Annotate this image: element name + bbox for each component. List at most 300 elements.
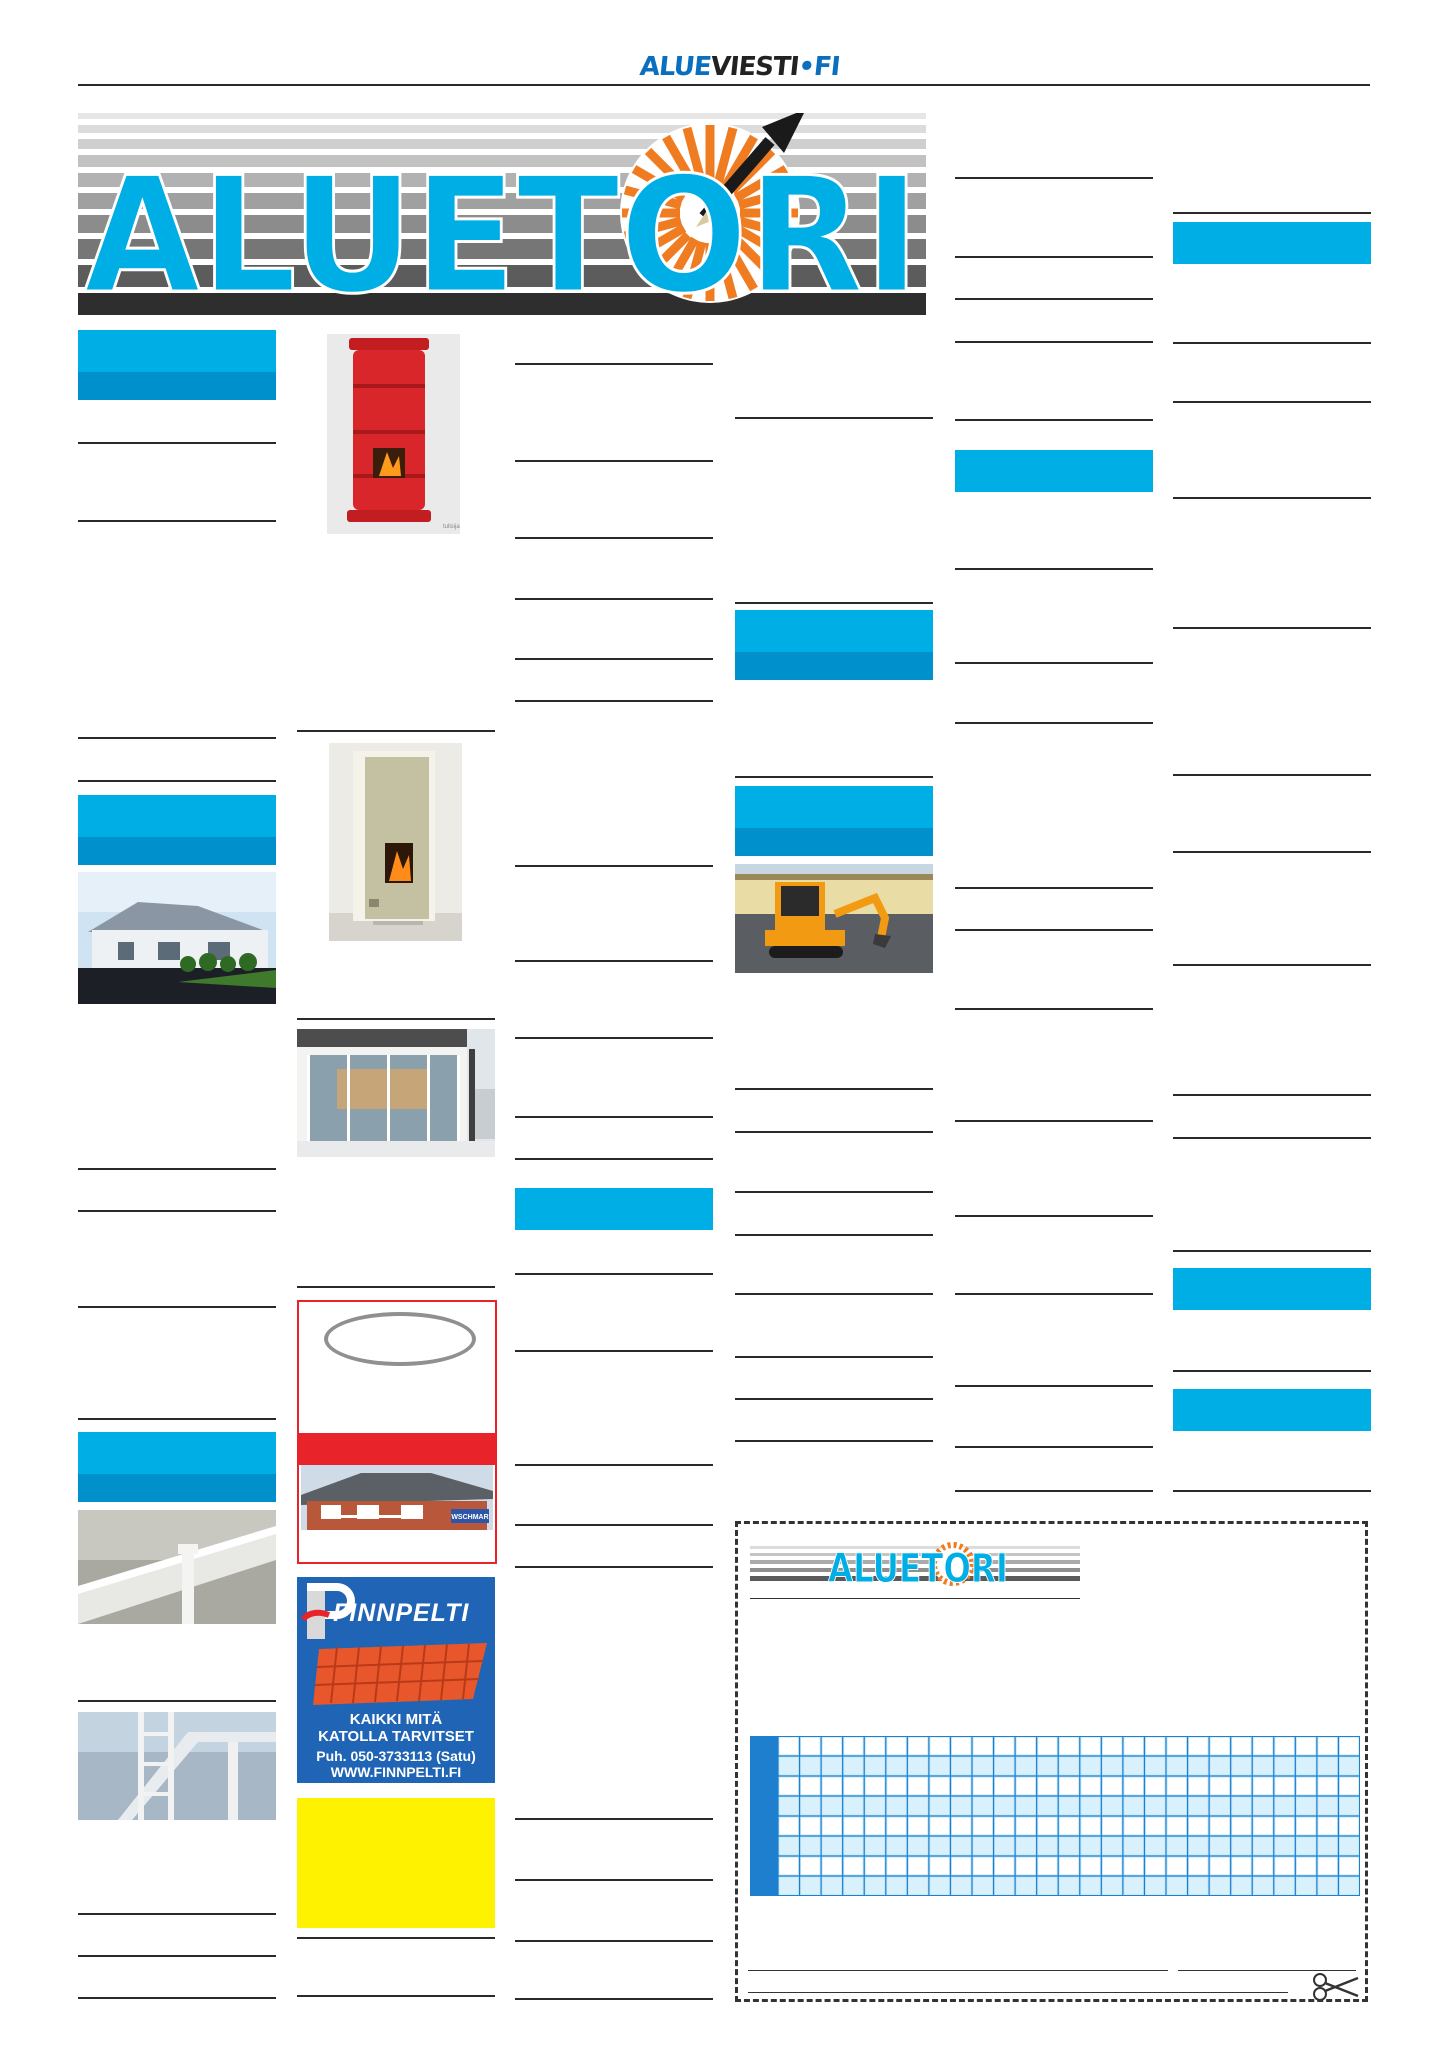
divider (735, 1440, 933, 1442)
coupon-grid-cell[interactable] (1146, 1778, 1165, 1795)
divider (735, 602, 933, 604)
finnpelti-website[interactable]: WWW.FINNPELTI.FI (330, 1764, 462, 1780)
coupon-grid-cell[interactable] (887, 1798, 906, 1815)
coupon-grid-cell[interactable] (1189, 1878, 1208, 1895)
coupon-signature-line[interactable] (748, 1992, 1288, 1993)
coupon-grid-cell[interactable] (866, 1778, 885, 1795)
coupon-grid-cell[interactable] (1232, 1818, 1251, 1835)
divider (1173, 627, 1371, 629)
coupon-grid-cell[interactable] (1081, 1738, 1100, 1755)
coupon-grid-cell[interactable] (1340, 1738, 1359, 1755)
coupon-grid-cell[interactable] (1340, 1838, 1359, 1855)
house-sign: WSCHMAR (451, 1514, 489, 1521)
coupon-grid-cell[interactable] (1297, 1798, 1316, 1815)
divider (515, 1879, 713, 1881)
divider (1173, 1137, 1371, 1139)
coupon-grid-cell[interactable] (1254, 1818, 1273, 1835)
coupon-grid-cell[interactable] (1017, 1758, 1036, 1775)
divider (955, 1120, 1153, 1122)
divider (1173, 401, 1371, 403)
coupon-grid-cell[interactable] (1318, 1798, 1337, 1815)
coupon-grid-cell[interactable] (844, 1838, 863, 1855)
coupon-grid-cell[interactable] (1275, 1778, 1294, 1795)
coupon-grid-cell[interactable] (887, 1738, 906, 1755)
coupon-grid-cell[interactable] (1232, 1878, 1251, 1895)
divider (297, 730, 495, 732)
coupon-grid-cell[interactable] (995, 1758, 1014, 1775)
coupon-grid-cell[interactable] (1254, 1758, 1273, 1775)
coupon-grid-cell[interactable] (780, 1858, 799, 1875)
coupon-grid-cell[interactable] (974, 1878, 993, 1895)
coupon-text-grid[interactable] (750, 1736, 1360, 1896)
gutter-photo (78, 1510, 276, 1624)
coupon-grid-cell[interactable] (823, 1838, 842, 1855)
coupon-grid-cell[interactable] (823, 1798, 842, 1815)
coupon-grid-cell[interactable] (1168, 1778, 1187, 1795)
coupon-grid-cell[interactable] (995, 1778, 1014, 1795)
coupon-grid-cell[interactable] (780, 1838, 799, 1855)
coupon-grid-cell[interactable] (1189, 1798, 1208, 1815)
red-stove-photo (327, 334, 460, 534)
coupon-grid-cell[interactable] (1168, 1758, 1187, 1775)
divider (955, 1215, 1153, 1217)
house-photo (78, 872, 276, 1004)
coupon-grid-cell[interactable] (1038, 1758, 1057, 1775)
coupon-grid-cell[interactable] (1060, 1758, 1079, 1775)
divider (1173, 212, 1371, 214)
coupon-grid-cell[interactable] (1017, 1838, 1036, 1855)
excavator-photo (735, 864, 933, 973)
classified-header (1173, 222, 1371, 264)
divider (1173, 342, 1371, 344)
coupon-grid-cell[interactable] (1038, 1878, 1057, 1895)
coupon-grid-cell[interactable] (780, 1798, 799, 1815)
coupon-grid-cell[interactable] (1146, 1838, 1165, 1855)
coupon-grid-cell[interactable] (844, 1778, 863, 1795)
coupon-grid-cell[interactable] (930, 1758, 949, 1775)
divider (78, 1210, 276, 1212)
coupon-grid-cell[interactable] (1124, 1838, 1143, 1855)
coupon-grid-cell[interactable] (1275, 1878, 1294, 1895)
order-coupon[interactable] (735, 1521, 1368, 2002)
divider (735, 1398, 933, 1400)
coupon-grid-cell[interactable] (887, 1878, 906, 1895)
coupon-grid-cell[interactable] (801, 1878, 820, 1895)
divider (297, 1018, 495, 1020)
coupon-grid-cell[interactable] (1060, 1778, 1079, 1795)
divider (735, 1293, 933, 1295)
coupon-grid-cell[interactable] (1318, 1738, 1337, 1755)
coupon-grid-cell[interactable] (780, 1878, 799, 1895)
coupon-grid-cell[interactable] (1211, 1798, 1230, 1815)
divider (1173, 1370, 1371, 1372)
coupon-grid-cell[interactable] (1146, 1758, 1165, 1775)
logo-part-fi: •FI (796, 52, 841, 82)
coupon-grid-cell[interactable] (1081, 1758, 1100, 1775)
coupon-grid-cell[interactable] (1254, 1878, 1273, 1895)
finnpelti-ad[interactable] (297, 1577, 495, 1783)
coupon-grid-cell[interactable] (1232, 1858, 1251, 1875)
divider (515, 700, 713, 702)
coupon-grid-cell[interactable] (1254, 1838, 1273, 1855)
coupon-grid-cell[interactable] (823, 1858, 842, 1875)
coupon-grid-cell[interactable] (952, 1858, 971, 1875)
coupon-grid-cell[interactable] (823, 1738, 842, 1755)
coupon-grid-cell[interactable] (1168, 1878, 1187, 1895)
divider (1173, 851, 1371, 853)
coupon-grid-cell[interactable] (1297, 1758, 1316, 1775)
coupon-grid-cell[interactable] (887, 1818, 906, 1835)
coupon-grid-cell[interactable] (1060, 1818, 1079, 1835)
coupon-grid-cell[interactable] (1124, 1878, 1143, 1895)
coupon-grid-cell[interactable] (1103, 1738, 1122, 1755)
coupon-grid-cell[interactable] (974, 1818, 993, 1835)
coupon-grid-cell[interactable] (866, 1878, 885, 1895)
coupon-grid-cell[interactable] (887, 1778, 906, 1795)
coupon-grid-cell[interactable] (1124, 1858, 1143, 1875)
coupon-grid-cell[interactable] (930, 1778, 949, 1795)
coupon-grid-cell[interactable] (909, 1878, 928, 1895)
coupon-grid-cell[interactable] (1124, 1758, 1143, 1775)
coupon-grid-cell[interactable] (1038, 1738, 1057, 1755)
coupon-grid-cell[interactable] (930, 1798, 949, 1815)
coupon-grid-cell[interactable] (844, 1738, 863, 1755)
coupon-grid-cell[interactable] (995, 1858, 1014, 1875)
coupon-grid-cell[interactable] (1211, 1818, 1230, 1835)
classified-header (735, 786, 933, 856)
coupon-grid-cell[interactable] (1017, 1738, 1036, 1755)
coupon-grid-cell[interactable] (909, 1858, 928, 1875)
coupon-grid-cell[interactable] (909, 1818, 928, 1835)
coupon-grid-cell[interactable] (1081, 1818, 1100, 1835)
coupon-grid-cell[interactable] (1146, 1878, 1165, 1895)
divider (78, 442, 276, 444)
coupon-grid-cell[interactable] (974, 1838, 993, 1855)
coupon-grid-cell[interactable] (1124, 1738, 1143, 1755)
divider (1173, 964, 1371, 966)
coupon-grid-cell[interactable] (974, 1798, 993, 1815)
coupon-grid-cell[interactable] (930, 1878, 949, 1895)
coupon-grid-cell[interactable] (1124, 1798, 1143, 1815)
coupon-logo (750, 1542, 1080, 1587)
photo-credit: tulisija (443, 524, 460, 530)
coupon-grid-cell[interactable] (1168, 1798, 1187, 1815)
coupon-grid-cell[interactable] (1060, 1858, 1079, 1875)
divider (515, 1158, 713, 1160)
coupon-grid-cell[interactable] (1103, 1778, 1122, 1795)
coupon-grid-cell[interactable] (1017, 1878, 1036, 1895)
coupon-grid-cell[interactable] (930, 1838, 949, 1855)
coupon-grid-cell[interactable] (1017, 1778, 1036, 1795)
coupon-grid-cell[interactable] (1275, 1758, 1294, 1775)
coupon-grid-cell[interactable] (1254, 1858, 1273, 1875)
coupon-grid-cell[interactable] (844, 1818, 863, 1835)
coupon-grid-cell[interactable] (1232, 1838, 1251, 1855)
divider (955, 341, 1153, 343)
coupon-grid-cell[interactable] (974, 1758, 993, 1775)
coupon-grid-cell[interactable] (823, 1878, 842, 1895)
coupon-grid-cell[interactable] (995, 1738, 1014, 1755)
divider (515, 1998, 713, 2000)
coupon-grid-cell[interactable] (823, 1778, 842, 1795)
aluetori-banner (78, 113, 926, 315)
coupon-grid-cell[interactable] (1146, 1858, 1165, 1875)
coupon-grid-cell[interactable] (909, 1778, 928, 1795)
coupon-grid-cell[interactable] (1038, 1858, 1057, 1875)
coupon-grid-cell[interactable] (1168, 1818, 1187, 1835)
coupon-grid-cell[interactable] (1211, 1858, 1230, 1875)
coupon-grid-cell[interactable] (1168, 1858, 1187, 1875)
divider (735, 1131, 933, 1133)
coupon-grid-cell[interactable] (887, 1838, 906, 1855)
coupon-grid-cell[interactable] (930, 1858, 949, 1875)
coupon-grid-cell[interactable] (952, 1778, 971, 1795)
coupon-grid-cell[interactable] (1340, 1818, 1359, 1835)
divider (78, 1997, 276, 1999)
coupon-grid-cell[interactable] (801, 1838, 820, 1855)
coupon-grid-cell[interactable] (1254, 1738, 1273, 1755)
coupon-grid-cell[interactable] (866, 1838, 885, 1855)
finnpelti-tagline-2: KATOLLA TARVITSET (318, 1728, 474, 1745)
coupon-grid-cell[interactable] (1340, 1798, 1359, 1815)
coupon-grid-cell[interactable] (1038, 1818, 1057, 1835)
coupon-grid-cell[interactable] (780, 1818, 799, 1835)
coupon-grid-cell[interactable] (995, 1838, 1014, 1855)
coupon-grid-cell[interactable] (866, 1858, 885, 1875)
coupon-grid-cell[interactable] (1232, 1758, 1251, 1775)
coupon-grid-cell[interactable] (1297, 1878, 1316, 1895)
divider (1173, 774, 1371, 776)
coupon-grid-cell[interactable] (1081, 1798, 1100, 1815)
coupon-grid-cell[interactable] (866, 1758, 885, 1775)
coupon-grid-cell[interactable] (1146, 1738, 1165, 1755)
coupon-grid-cell[interactable] (1189, 1858, 1208, 1875)
coupon-grid-cell[interactable] (1189, 1738, 1208, 1755)
roof-ladder-photo (78, 1712, 276, 1820)
coupon-grid-cell[interactable] (995, 1818, 1014, 1835)
coupon-grid-cell[interactable] (780, 1738, 799, 1755)
divider (735, 776, 933, 778)
coupon-grid-cell[interactable] (1189, 1758, 1208, 1775)
house-ad[interactable] (297, 1300, 497, 1564)
coupon-grid-cell[interactable] (1254, 1798, 1273, 1815)
coupon-grid-cell[interactable] (1275, 1798, 1294, 1815)
coupon-grid-cell[interactable] (1060, 1878, 1079, 1895)
coupon-grid-cell[interactable] (974, 1858, 993, 1875)
coupon-grid-cell[interactable] (1081, 1838, 1100, 1855)
coupon-grid-cell[interactable] (1340, 1858, 1359, 1875)
coupon-grid-cell[interactable] (823, 1818, 842, 1835)
coupon-grid-cell[interactable] (1297, 1858, 1316, 1875)
coupon-grid-cell[interactable] (1340, 1778, 1359, 1795)
coupon-grid-cell[interactable] (780, 1758, 799, 1775)
coupon-grid-cell[interactable] (1103, 1878, 1122, 1895)
coupon-grid-cell[interactable] (1232, 1778, 1251, 1795)
coupon-grid-cell[interactable] (866, 1818, 885, 1835)
coupon-grid-cell[interactable] (844, 1858, 863, 1875)
alueviesti-logo[interactable] (638, 52, 841, 82)
coupon-name-line[interactable] (748, 1970, 1168, 1971)
coupon-grid-cell[interactable] (1124, 1778, 1143, 1795)
coupon-grid-cell[interactable] (909, 1758, 928, 1775)
divider (515, 363, 713, 365)
classified-header (1173, 1389, 1371, 1431)
coupon-grid-cell[interactable] (952, 1818, 971, 1835)
divider (955, 298, 1153, 300)
coupon-grid-cell[interactable] (952, 1838, 971, 1855)
coupon-grid-cell[interactable] (1038, 1798, 1057, 1815)
coupon-grid-cell[interactable] (930, 1738, 949, 1755)
coupon-grid-cell[interactable] (1318, 1858, 1337, 1875)
logo-part-alue: ALUE (638, 52, 713, 82)
coupon-grid-cell[interactable] (1038, 1778, 1057, 1795)
coupon-grid-cell[interactable] (844, 1878, 863, 1895)
ad-red-band (299, 1433, 495, 1465)
coupon-grid-cell[interactable] (909, 1738, 928, 1755)
coupon-grid-cell[interactable] (1038, 1838, 1057, 1855)
coupon-grid-cell[interactable] (909, 1798, 928, 1815)
coupon-grid-cell[interactable] (1211, 1758, 1230, 1775)
coupon-grid-cell[interactable] (1318, 1758, 1337, 1775)
coupon-grid-cell[interactable] (780, 1778, 799, 1795)
coupon-grid-cell[interactable] (1189, 1778, 1208, 1795)
coupon-phone-line[interactable] (1178, 1970, 1356, 1971)
coupon-grid-cell[interactable] (1254, 1778, 1273, 1795)
divider (1173, 497, 1371, 499)
coupon-grid-cell[interactable] (1318, 1778, 1337, 1795)
divider (955, 662, 1153, 664)
coupon-grid-cell[interactable] (1340, 1758, 1359, 1775)
banner-title: ALUETORI (84, 142, 920, 315)
divider (297, 1995, 495, 1997)
classified-header (78, 795, 276, 865)
coupon-grid-cell[interactable] (1017, 1818, 1036, 1835)
divider (955, 1490, 1153, 1492)
coupon-grid-cell[interactable] (1146, 1798, 1165, 1815)
coupon-grid-cell[interactable] (952, 1798, 971, 1815)
divider (515, 1566, 713, 1568)
masthead-rule (78, 84, 1370, 86)
divider (515, 1818, 713, 1820)
coupon-grid-cell[interactable] (1232, 1798, 1251, 1815)
coupon-grid-cell[interactable] (1146, 1818, 1165, 1835)
coupon-grid-cell[interactable] (1168, 1738, 1187, 1755)
coupon-grid-cell[interactable] (1017, 1798, 1036, 1815)
divider (955, 1385, 1153, 1387)
divider (735, 1088, 933, 1090)
coupon-grid-cell[interactable] (1103, 1858, 1122, 1875)
coupon-grid-cell[interactable] (1103, 1798, 1122, 1815)
coupon-grid-cell[interactable] (1318, 1818, 1337, 1835)
coupon-grid-cell[interactable] (995, 1798, 1014, 1815)
coupon-grid-cell[interactable] (1211, 1778, 1230, 1795)
coupon-grid-cell[interactable] (801, 1738, 820, 1755)
coupon-grid-cell[interactable] (1103, 1758, 1122, 1775)
coupon-grid-cell[interactable] (801, 1858, 820, 1875)
coupon-grid-cell[interactable] (1297, 1778, 1316, 1795)
divider (955, 568, 1153, 570)
coupon-grid-cell[interactable] (1103, 1818, 1122, 1835)
divider (297, 1937, 495, 1939)
coupon-grid-cell[interactable] (1318, 1838, 1337, 1855)
coupon-grid-cell[interactable] (1211, 1878, 1230, 1895)
divider (515, 598, 713, 600)
coupon-grid-cell[interactable] (1168, 1838, 1187, 1855)
classified-header (955, 450, 1153, 492)
coupon-grid-cell[interactable] (1275, 1818, 1294, 1835)
divider (1173, 1490, 1371, 1492)
coupon-grid-cell[interactable] (887, 1858, 906, 1875)
coupon-grid-cell[interactable] (1275, 1838, 1294, 1855)
coupon-grid-cell[interactable] (866, 1738, 885, 1755)
coupon-grid-cell[interactable] (844, 1798, 863, 1815)
divider (78, 1418, 276, 1420)
divider (515, 1350, 713, 1352)
coupon-grid-cell[interactable] (1081, 1878, 1100, 1895)
coupon-grid-cell[interactable] (1060, 1838, 1079, 1855)
scissors-icon (1312, 1972, 1362, 2002)
divider (1173, 1094, 1371, 1096)
coupon-grid-cell[interactable] (801, 1818, 820, 1835)
banner-graphic (78, 113, 926, 315)
coupon-grid-cell[interactable] (1275, 1738, 1294, 1755)
coupon-grid-cell[interactable] (1081, 1778, 1100, 1795)
coupon-grid-cell[interactable] (1017, 1858, 1036, 1875)
coupon-grid-cell[interactable] (801, 1778, 820, 1795)
coupon-grid-cell[interactable] (1340, 1878, 1359, 1895)
coupon-grid-cell[interactable] (887, 1758, 906, 1775)
coupon-grid-cell[interactable] (1297, 1818, 1316, 1835)
coupon-grid-cell[interactable] (1060, 1738, 1079, 1755)
coupon-grid-cell[interactable] (1232, 1738, 1251, 1755)
coupon-grid-cell[interactable] (974, 1738, 993, 1755)
divider (955, 177, 1153, 179)
coupon-grid-cell[interactable] (1081, 1858, 1100, 1875)
coupon-grid-cell[interactable] (952, 1878, 971, 1895)
divider (955, 256, 1153, 258)
coupon-grid-cell[interactable] (801, 1758, 820, 1775)
coupon-grid-cell[interactable] (909, 1838, 928, 1855)
coupon-grid-cell[interactable] (1103, 1838, 1122, 1855)
coupon-grid-cell[interactable] (866, 1798, 885, 1815)
coupon-grid-cell[interactable] (1275, 1858, 1294, 1875)
coupon-grid-cell[interactable] (1318, 1878, 1337, 1895)
coupon-grid-cell[interactable] (1211, 1838, 1230, 1855)
coupon-grid-cell[interactable] (1124, 1818, 1143, 1835)
divider (78, 520, 276, 522)
finnpelti-brand: FINNPELTI (333, 1599, 470, 1627)
divider (78, 1306, 276, 1308)
coupon-grid-cell[interactable] (1211, 1738, 1230, 1755)
divider (955, 1293, 1153, 1295)
coupon-grid-cell[interactable] (952, 1758, 971, 1775)
coupon-grid-cell[interactable] (1297, 1738, 1316, 1755)
coupon-grid-cell[interactable] (1297, 1838, 1316, 1855)
coupon-grid-cell[interactable] (952, 1738, 971, 1755)
coupon-grid-cell[interactable] (823, 1758, 842, 1775)
finnpelti-phone: Puh. 050-3733113 (Satu) (316, 1748, 476, 1764)
coupon-grid-cell[interactable] (995, 1878, 1014, 1895)
coupon-grid-cell[interactable] (801, 1798, 820, 1815)
divider (955, 1446, 1153, 1448)
coupon-logo-text: ALUETORI (828, 1546, 1008, 1587)
coupon-grid-cell[interactable] (974, 1778, 993, 1795)
coupon-grid-cell[interactable] (930, 1818, 949, 1835)
coupon-grid-cell[interactable] (844, 1758, 863, 1775)
coupon-grid-cell[interactable] (1189, 1838, 1208, 1855)
coupon-grid-cell[interactable] (1189, 1818, 1208, 1835)
coupon-grid-cell[interactable] (1060, 1798, 1079, 1815)
